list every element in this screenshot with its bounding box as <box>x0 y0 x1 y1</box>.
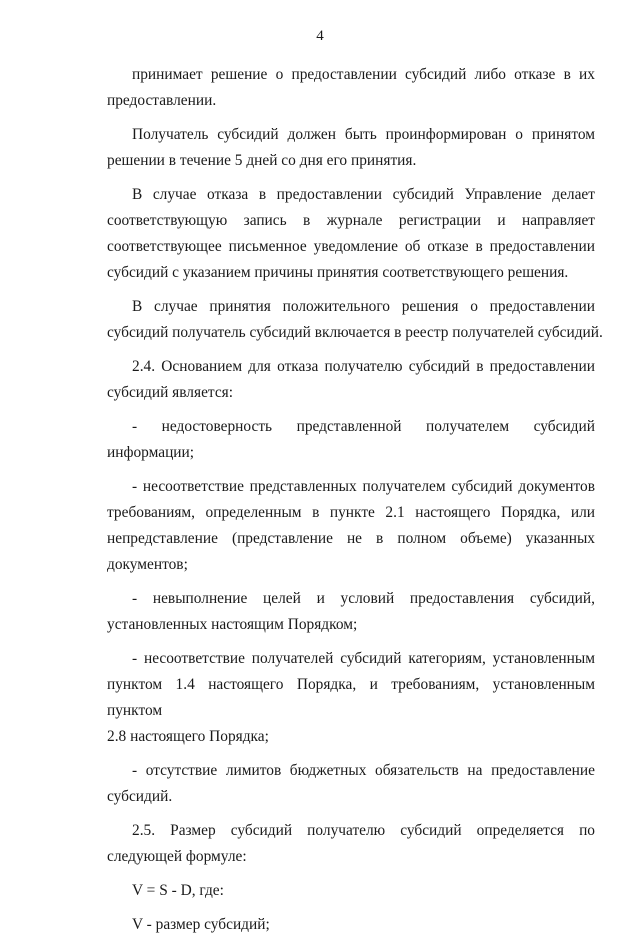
paragraph-line: V - размер субсидий; <box>132 916 270 933</box>
paragraph-line: 2.8 настоящего Порядка; <box>107 728 269 745</box>
paragraph-line: субсидий является: <box>107 384 234 401</box>
paragraph-line: субсидий. <box>107 788 173 805</box>
paragraph-line: - отсутствие лимитов бюджетных обязательств на предоставление <box>132 762 595 779</box>
paragraph-line: V = S - D, где: <box>132 882 224 899</box>
paragraph-line: решении в течение 5 дней со дня его принятия. <box>107 152 417 169</box>
paragraph-line: В случае принятия положительного решения о предоставлении <box>132 298 595 315</box>
paragraph-line: 2.4. Основанием для отказа получателю субсидий в предоставлении <box>132 358 595 375</box>
paragraph-line: субсидий получатель субсидий включается в реестр получателей субсидий. <box>107 324 603 341</box>
paragraph-line: - несоответствие представленных получателем субсидий документов <box>132 478 595 495</box>
paragraph <box>107 818 595 870</box>
paragraph-line: соответствующую запись в журнале регистрации и направляет <box>107 212 595 229</box>
paragraph-line: 2.5. Размер субсидий получателю субсидий определяется по <box>132 822 595 839</box>
paragraph-line: документов; <box>107 556 188 573</box>
paragraph-line: В случае отказа в предоставлении субсидий Управление делает <box>132 186 595 203</box>
paragraph <box>107 586 595 638</box>
paragraph <box>107 414 595 466</box>
paragraph-line: непредставление (представление не в полном объеме) указанных <box>107 530 595 547</box>
paragraph <box>107 122 595 174</box>
paragraph-line: соответствующее письменное уведомление об отказе в предоставлении <box>107 238 595 255</box>
paragraph-line: субсидий с указанием причины принятия соответствующего решения. <box>107 264 569 281</box>
paragraph <box>107 758 595 810</box>
paragraph <box>107 294 603 346</box>
paragraph-line: следующей формуле: <box>107 848 247 865</box>
paragraph-line: - невыполнение целей и условий предоставления субсидий, <box>132 590 595 607</box>
paragraph <box>107 646 595 750</box>
paragraph-line: установленных настоящим Порядком; <box>107 616 358 633</box>
paragraph-line: предоставлении. <box>107 92 217 109</box>
paragraph-line: - недостоверность представленной получателем субсидий <box>132 418 595 435</box>
paragraph-line: Получатель субсидий должен быть проинформирован о принятом <box>132 126 595 143</box>
paragraph <box>107 62 595 114</box>
paragraph <box>107 878 595 904</box>
paragraph-line: требованиям, определенным в пункте 2.1 настоящего Порядка, или <box>107 504 595 521</box>
paragraph-line: информации; <box>107 444 195 461</box>
page-number: 4 <box>316 28 324 44</box>
paragraph <box>107 354 595 406</box>
document-body <box>107 62 603 938</box>
paragraph-line: - несоответствие получателей субсидий категориям, установленным <box>132 650 595 667</box>
paragraph-line: пунктом 1.4 настоящего Порядка, и требованиям, установленным пунктом <box>107 676 595 719</box>
paragraph <box>107 912 595 938</box>
paragraph <box>107 182 595 286</box>
paragraph-line: принимает решение о предоставлении субсидий либо отказе в их <box>132 66 595 83</box>
paragraph <box>107 474 595 578</box>
